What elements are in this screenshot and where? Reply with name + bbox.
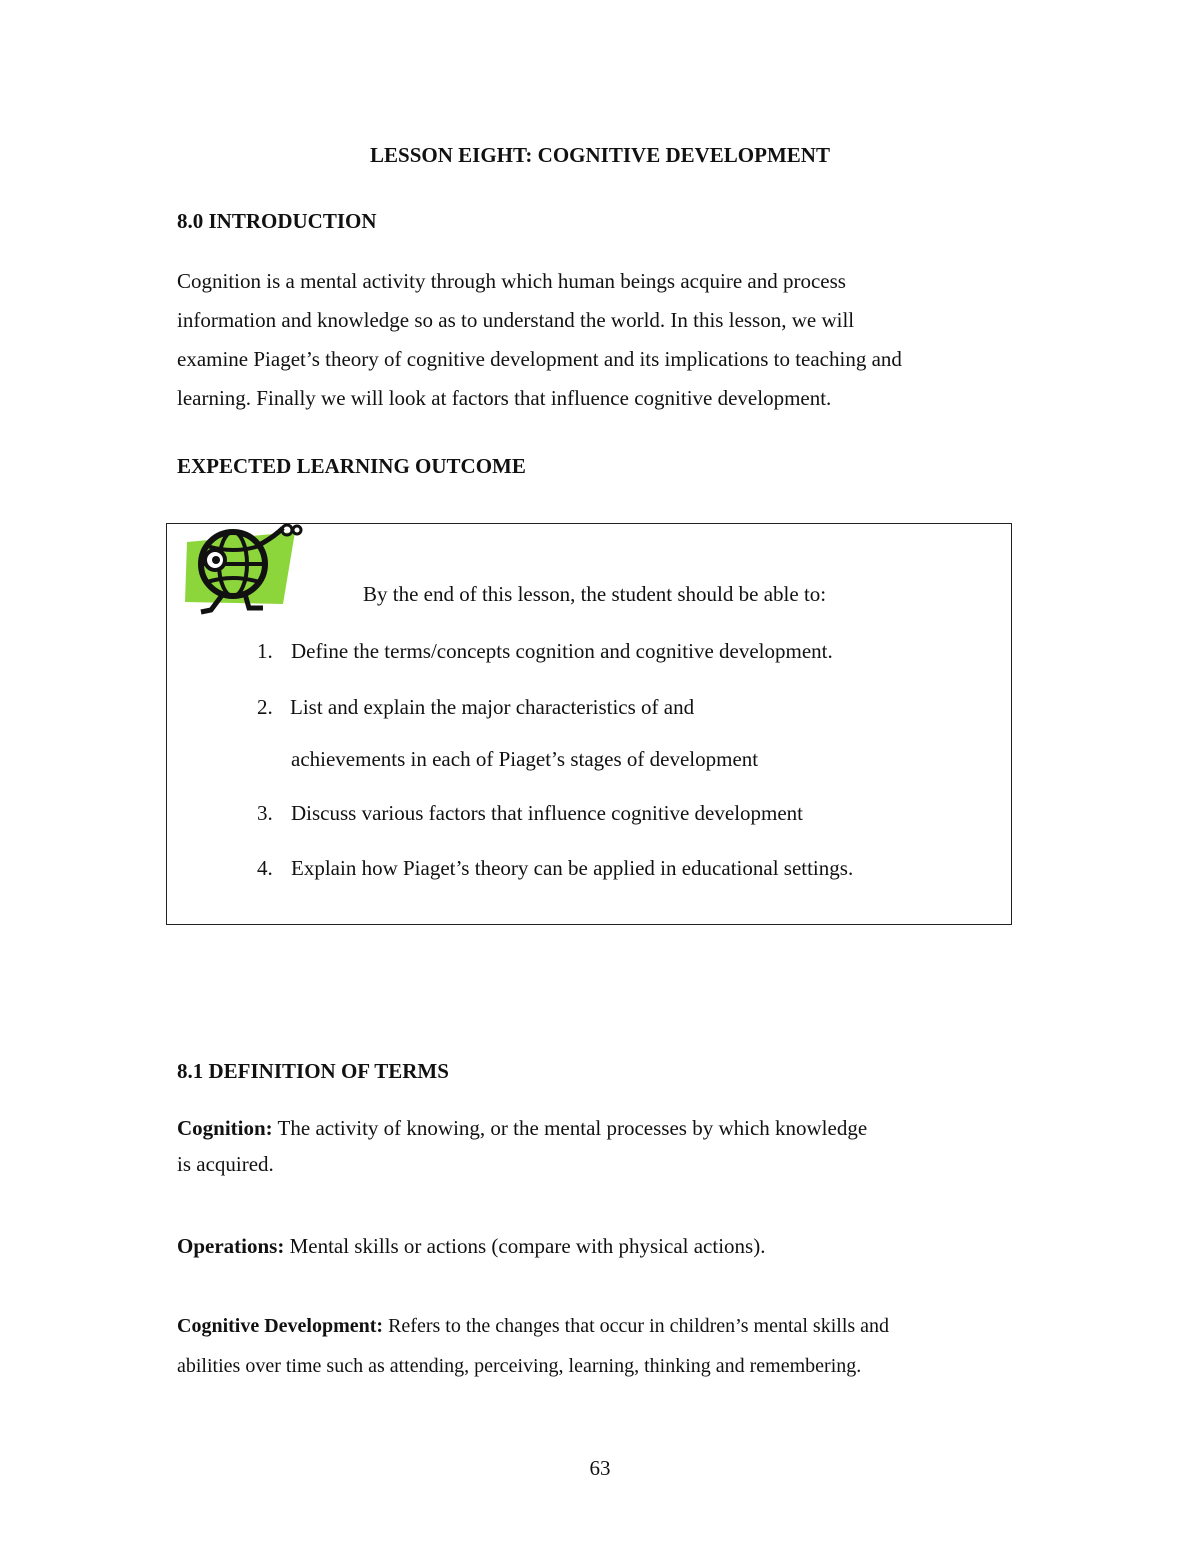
outcome-heading: EXPECTED LEARNING OUTCOME xyxy=(177,454,526,478)
outcome-item: Discuss various factors that influence cognitive development xyxy=(291,801,804,825)
intro-line: information and knowledge so as to understand the world. In this lesson, we will xyxy=(177,308,855,332)
term-definition: Refers to the changes that occur in children’s mental skills and xyxy=(383,1315,890,1337)
definition-cognition-continuation: is acquired. xyxy=(177,1152,274,1176)
list-number: 2. xyxy=(257,695,273,719)
list-number: 4. xyxy=(257,856,273,880)
list-number: 1. xyxy=(257,639,273,663)
definitions-heading: 8.1 DEFINITION OF TERMS xyxy=(177,1059,449,1083)
intro-line: examine Piaget’s theory of cognitive development and its implications to teaching and xyxy=(177,347,902,371)
definition-cognition xyxy=(177,1116,867,1141)
definition-cognitive-development-continuation: abilities over time such as attending, perceiving, learning, thinking and remembering. xyxy=(177,1355,862,1377)
intro-line: learning. Finally we will look at factors that influence cognitive development. xyxy=(177,386,832,410)
intro-paragraph xyxy=(177,262,902,418)
term-label: Cognition: xyxy=(177,1116,273,1140)
term-label: Cognitive Development: xyxy=(177,1315,384,1337)
definition-cognitive-development xyxy=(177,1315,889,1338)
outcome-item-continuation: achievements in each of Piaget’s stages of development xyxy=(291,747,759,771)
globe-mascot-icon xyxy=(183,524,311,618)
term-definition: Mental skills or actions (compare with physical actions). xyxy=(284,1234,766,1258)
outcome-item: Define the terms/concepts cognition and cognitive development. xyxy=(291,639,833,663)
outcome-item: List and explain the major characteristics of and xyxy=(290,695,695,719)
outcome-lead: By the end of this lesson, the student should be able to: xyxy=(363,582,827,606)
term-label: Operations: xyxy=(177,1234,285,1258)
list-number: 3. xyxy=(257,801,273,825)
intro-line: Cognition is a mental activity through which human beings acquire and process xyxy=(177,269,846,293)
outcome-item: Explain how Piaget’s theory can be applied in educational settings. xyxy=(291,856,854,880)
page-title: LESSON EIGHT: COGNITIVE DEVELOPMENT xyxy=(370,143,830,167)
term-definition: The activity of knowing, or the mental processes by which knowledge xyxy=(272,1116,868,1140)
page-number: 63 xyxy=(589,1456,611,1480)
definition-operations xyxy=(177,1234,765,1259)
intro-heading: 8.0 INTRODUCTION xyxy=(177,209,377,233)
